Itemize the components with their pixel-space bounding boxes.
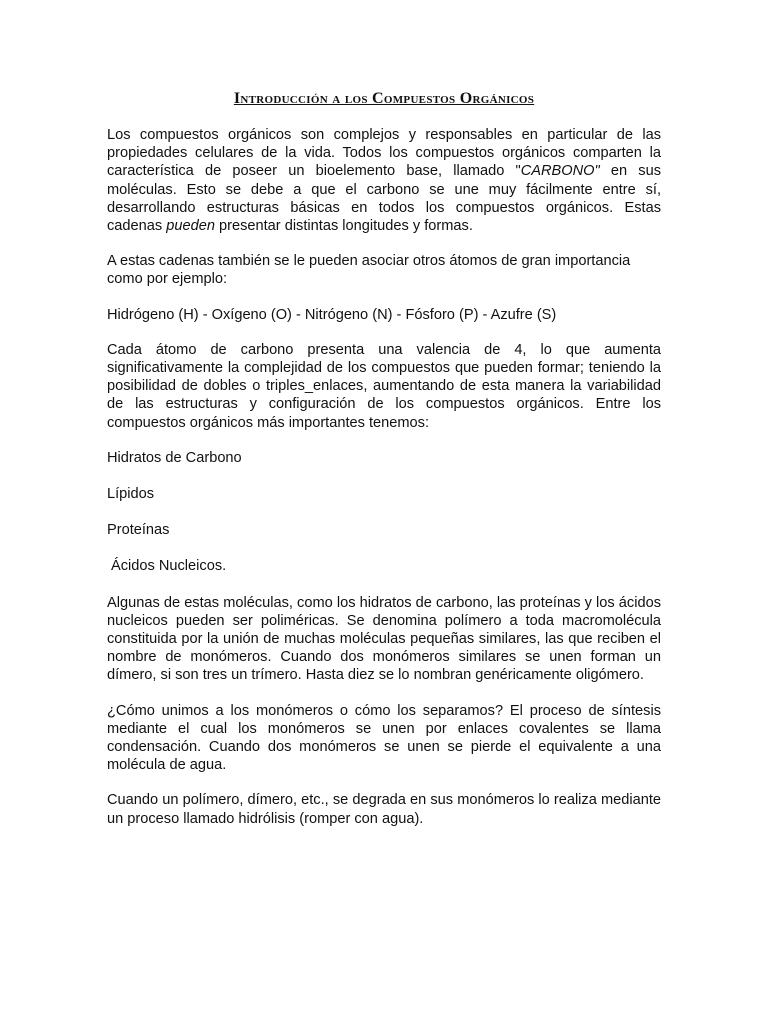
list-item-proteinas: Proteínas	[107, 522, 170, 539]
list-item-acidos: Ácidos Nucleicos.	[111, 558, 227, 575]
list-item-lipidos: Lípidos	[107, 486, 155, 503]
paragraph-synthesis: ¿Cómo unimos a los monómeros o cómo los separamos? El proceso de síntesis mediante el cual los monómeros se unen por enlaces covalentes se llama condensación. Cuando dos monómeros se unen se pierde el equivalente a una molécula de agua.	[107, 702, 661, 774]
elements-line: Hidrógeno (H) - Oxígeno (O) - Nitrógeno (N) - Fósforo (P) - Azufre (S)	[107, 306, 557, 323]
paragraph-intro-text-3: presentar distintas longitudes y formas.	[214, 218, 473, 235]
paragraph-hydrolysis: Cuando un polímero, dímero, etc., se degrada en sus monómeros lo realiza mediante un proceso llamado hidrólisis (romper con agua).	[107, 792, 661, 827]
paragraph-atoms: A estas cadenas también se le pueden asociar otros átomos de gran importancia como por ejemplo:	[107, 253, 631, 288]
list-item-hidratos: Hidratos de Carbono	[107, 449, 242, 466]
document-title: Introducción a los Compuestos Orgánicos	[233, 90, 535, 107]
paragraph-intro-text-2: en sus moléculas. Esto se debe a que el carbono se une muy fácilmente entre sí, desarrollando estructuras básicas en todos los compuestos orgánicos. Estas cadenas	[107, 163, 661, 235]
paragraph-valence: Cada átomo de carbono presenta una valencia de 4, lo que aumenta significativamente la complejidad de los compuestos que pueden formar; teniendo la posibilidad de dobles o triples_enlaces, aumentando de esta manera la variabilidad de las estructuras y configuración de los compuestos orgánicos. Entre los compuestos orgánicos más importantes tenemos:	[107, 341, 661, 431]
paragraph-intro	[107, 126, 661, 235]
document-body	[107, 126, 661, 845]
paragraph-polymers: Algunas de estas moléculas, como los hidratos de carbono, las proteínas y los ácidos nucleicos pueden ser poliméricas. Se denomina polímero a toda macromolécula constituida por la unión de muchas moléculas pequeñas similares, las que reciben el nombre de monómeros. Cuando dos monómeros similares se unen forman un dímero, si son tres un trímero. Hasta diez se lo nombran genéricamente oligómero.	[107, 594, 661, 684]
paragraph-intro-text: Los compuestos orgánicos son complejos y responsables en particular de las propiedades celulares de la vida. Todos los compuestos orgánicos comparten la característica de poseer un bioelemento base, llamado "	[107, 127, 661, 180]
carbono-emphasis: CARBONO"	[520, 163, 600, 180]
pueden-emphasis: pueden	[166, 218, 215, 235]
